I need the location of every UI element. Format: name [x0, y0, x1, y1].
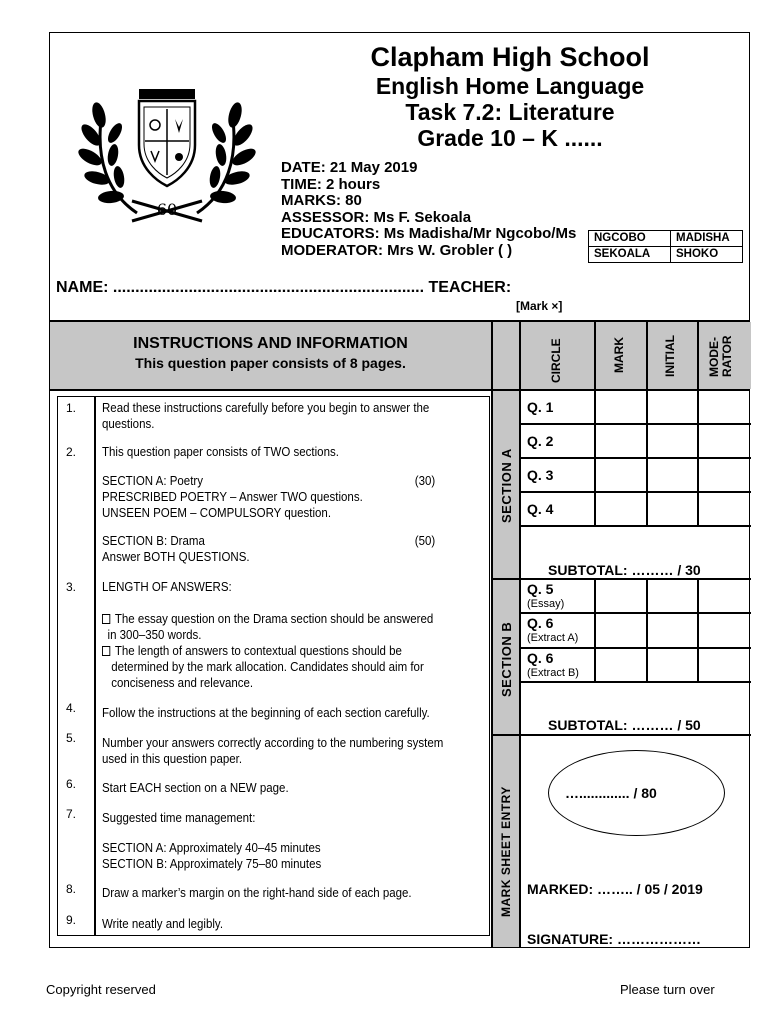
section-b-label: SECTION B: [499, 621, 514, 697]
divider: [50, 389, 750, 391]
divider: [491, 578, 751, 580]
divider: [94, 397, 96, 935]
teacher-option[interactable]: SEKOALA: [589, 247, 671, 263]
instruction-text: Suggested time management:: [102, 811, 256, 825]
question-row-label: Q. 1: [527, 399, 554, 415]
question-row-label: Q. 3: [527, 467, 554, 483]
grade-title: Grade 10 – K ......: [417, 125, 603, 151]
exam-assessor: ASSESSOR: Ms F. Sekoala: [281, 208, 472, 226]
column-mark: MARK: [612, 337, 626, 373]
signature-line: SIGNATURE: ………………: [527, 931, 701, 947]
section-a-mark: (30): [414, 474, 436, 488]
task-title: Task 7.2: Literature: [405, 99, 615, 125]
marked-date: MARKED: …….. / 05 / 2019: [527, 881, 703, 897]
instruction-text: The essay question on the Drama section should be answered in 300–350 words.: [102, 611, 452, 643]
question-row-label: Q. 4: [527, 501, 554, 517]
instruction-number: 7.: [66, 807, 77, 821]
exam-educators: EDUCATORS: Ms Madisha/Mr Ngcobo/Ms: [281, 225, 577, 242]
instruction-text: Start EACH section on a NEW page.: [102, 781, 289, 795]
crest-number: 60: [156, 200, 178, 219]
exam-marks: MARKS: 80: [281, 192, 362, 209]
instruction-text: Follow the instructions at the beginning of each section carefully.: [102, 706, 430, 720]
divider: [519, 423, 751, 425]
divider: [491, 322, 493, 948]
question-row-sublabel: (Extract A): [527, 632, 579, 644]
footer-copyright: Copyright reserved: [46, 982, 156, 997]
divider: [519, 612, 751, 614]
instruction-number: 1.: [66, 401, 77, 415]
name-teacher-line[interactable]: NAME: ...................................................................... TEACHER:: [56, 279, 512, 296]
divider: [491, 734, 751, 736]
instruction-text: This question paper consists of TWO sections.: [102, 445, 339, 459]
divider: [519, 647, 751, 649]
question-row-sublabel: (Essay): [527, 598, 565, 610]
instruction-text: SECTION A: Approximately 40–45 minutes SECTION B: Approximately 75–80 minutes: [102, 841, 322, 871]
instruction-text: Read these instructions carefully before you begin to answer the questions.: [102, 401, 430, 431]
exam-details: [281, 160, 581, 259]
instruction-number: 2.: [66, 445, 77, 459]
divider: [519, 681, 751, 683]
teacher-option[interactable]: MADISHA: [671, 231, 743, 247]
divider: [697, 578, 699, 681]
instruction-text: LENGTH OF ANSWERS:: [102, 580, 232, 594]
question-row-label: Q. 6: [527, 650, 554, 666]
instruction-number: 9.: [66, 913, 77, 927]
bullet-icon: [102, 614, 110, 624]
instruction-number: 5.: [66, 731, 77, 745]
instruction-text: Draw a marker’s margin on the right-hand side of each page.: [102, 886, 412, 900]
section-b-mark: (50): [414, 534, 436, 548]
instructions-subtitle: This question paper consists of 8 pages.: [135, 355, 406, 371]
teacher-option[interactable]: NGCOBO: [589, 231, 671, 247]
subtotal-section-a: SUBTOTAL: ……… / 30: [548, 562, 701, 578]
section-a-label: SECTION A: [499, 448, 514, 523]
question-row-label: Q. 5: [527, 581, 554, 597]
question-row-label: Q. 2: [527, 433, 554, 449]
column-moderator: MODE- RATOR: [707, 335, 734, 377]
instruction-number: 3.: [66, 580, 77, 594]
instruction-text: The length of answers to contextual questions should be determined by the mark allocation. Candidates should aim for conciseness and relevance.: [102, 643, 452, 691]
instruction-text: Write neatly and legibly.: [102, 917, 224, 931]
instruction-text: Number your answers correctly according to the numbering system used in this question paper.: [102, 736, 444, 766]
teacher-selection-grid: [588, 230, 743, 263]
exam-moderator: MODERATOR: Mrs W. Grobler ( ): [281, 241, 513, 259]
instruction-text: SECTION B: Drama Answer BOTH QUESTIONS. (50): [102, 534, 436, 564]
instructions-title: INSTRUCTIONS AND INFORMATION: [133, 335, 408, 352]
instruction-text: SECTION A: Poetry PRESCRIBED POETRY – Answer TWO questions. UNSEEN POEM – COMPULSORY question. (30): [102, 474, 436, 520]
instruction-number: 4.: [66, 701, 77, 715]
subtotal-section-b: SUBTOTAL: ……… / 50: [548, 717, 701, 733]
footer-turn-over: Please turn over: [620, 982, 715, 997]
question-row-label: Q. 6: [527, 615, 554, 631]
column-circle: CIRCLE: [549, 338, 563, 383]
instruction-number: 6.: [66, 777, 77, 791]
instruction-number: 8.: [66, 882, 77, 896]
question-row-sublabel: (Extract B): [527, 667, 579, 679]
school-name: Clapham High School: [370, 42, 650, 72]
column-initial: INITIAL: [663, 335, 677, 377]
total-mark: …............. / 80: [565, 785, 657, 801]
bullet-icon: [102, 646, 110, 656]
exam-title-block: [335, 42, 685, 151]
divider: [519, 525, 751, 527]
teacher-option[interactable]: SHOKO: [671, 247, 743, 263]
exam-date: DATE: 21 May 2019: [281, 160, 418, 176]
divider: [594, 578, 596, 681]
instructions-list: [57, 396, 490, 936]
divider: [519, 322, 521, 948]
exam-cover-page: [49, 32, 750, 948]
instructions-heading: [50, 335, 491, 371]
divider: [646, 578, 648, 681]
subject-title: English Home Language: [375, 73, 645, 99]
mark-sheet-entry-label: MARK SHEET ENTRY: [499, 786, 513, 917]
divider: [519, 457, 751, 459]
divider: [519, 491, 751, 493]
school-crest-logo: [77, 53, 257, 233]
mark-note: [Mark ×]: [516, 299, 563, 313]
exam-time: TIME: 2 hours: [281, 175, 381, 193]
